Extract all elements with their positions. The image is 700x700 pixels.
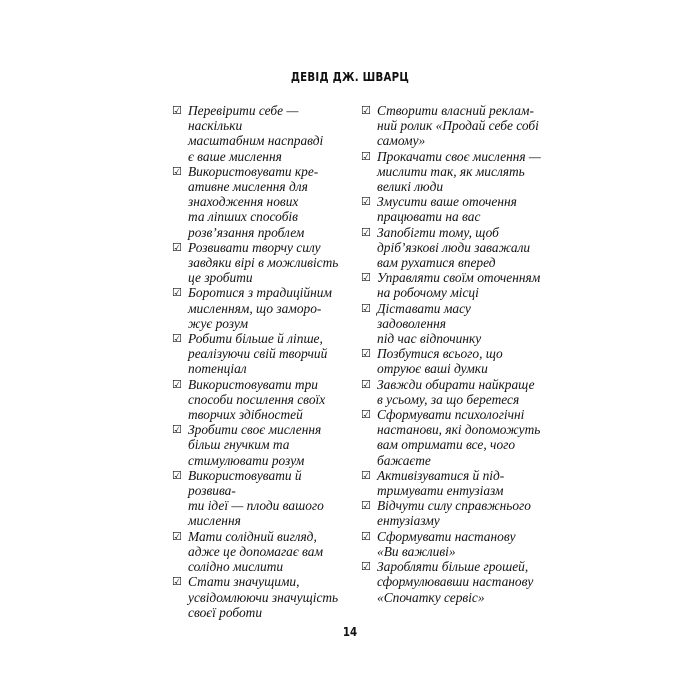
page-number: 14 <box>342 625 358 639</box>
checkbox-checked-icon: ☑ <box>172 240 182 254</box>
checklist-item <box>172 468 352 529</box>
checklist-item-text: Позбутися всього, що отруює ваші думки <box>377 346 503 377</box>
checklist-item <box>361 301 541 347</box>
checkbox-checked-icon: ☑ <box>361 271 371 285</box>
checklist-item-text: Розвивати творчу силу завдяки вірі в можливість це зробити <box>188 239 339 286</box>
checkbox-checked-icon: ☑ <box>361 225 371 239</box>
checkbox-checked-icon: ☑ <box>172 377 182 391</box>
checkbox-checked-icon: ☑ <box>172 332 182 346</box>
checkbox-checked-icon: ☑ <box>172 423 182 437</box>
checklist-item-text: Боротися з традиційним мисленням, що заморо- жує розум <box>188 285 332 331</box>
checkbox-checked-icon: ☑ <box>172 286 182 300</box>
checklist-item <box>172 377 352 423</box>
checklist-item-text: Сформувати настанову «Ви важливі» <box>377 528 516 559</box>
checklist-item <box>361 149 541 195</box>
checklist-item <box>361 225 541 271</box>
checklist-item <box>172 422 352 468</box>
checkbox-checked-icon: ☑ <box>172 468 182 482</box>
checklist-item-text: Використовувати кре- ативне мислення для знаходження нових та ліпших способів розв’язання проблем <box>188 163 319 240</box>
checkbox-checked-icon: ☑ <box>361 301 371 315</box>
checkbox-checked-icon: ☑ <box>361 347 371 361</box>
checklist-item <box>361 468 541 498</box>
checkbox-checked-icon: ☑ <box>172 104 182 117</box>
checklist-item <box>361 529 541 559</box>
running-header: ДЕВІД ДЖ. ШВАРЦ <box>290 70 410 84</box>
checkbox-checked-icon: ☑ <box>172 575 182 589</box>
checklist-item <box>172 331 352 377</box>
checklist-item-text: Робити більше й ліпше, реалізуючи свій творчий потенціал <box>188 331 328 377</box>
checklist-item <box>361 346 541 376</box>
checkbox-checked-icon: ☑ <box>172 164 182 178</box>
checkbox-checked-icon: ☑ <box>361 468 371 482</box>
checklist-item-text: Запобігти тому, щоб дріб’язкові люди заважали вам рухатися вперед <box>377 224 531 271</box>
checklist-item <box>361 498 541 528</box>
checklist-item-text: Використовувати три способи посилення своїх творчих здібностей <box>188 376 326 423</box>
checklist-item-text: Діставати масу задоволення під час відпочинку <box>377 300 482 347</box>
checkbox-checked-icon: ☑ <box>361 104 371 117</box>
checklist-item <box>172 285 352 331</box>
checkbox-checked-icon: ☑ <box>361 529 371 543</box>
checklist-item-text: Завжди обирати найкраще в усьому, за що беретеся <box>377 376 535 407</box>
checkbox-checked-icon: ☑ <box>361 377 371 391</box>
checklist-item <box>361 377 541 407</box>
checklist-item-text: Сформувати психологічні настанови, які допоможуть вам отримати все, чого бажаєте <box>377 407 541 468</box>
checklist-item-text: Використовувати й розвива- ти ідеї — плоди вашого мислення <box>188 467 324 529</box>
checklist-item-text: Створити власний реклам- ний ролик «Продай себе собі самому» <box>377 103 539 149</box>
checklist-item-text: Мати солідний вигляд, адже це допомагає вам солідно мислити <box>188 528 324 575</box>
checklist-right-column <box>361 103 541 605</box>
checklist-item-text: Стати значущими, усвідомлюючи значущість своєї роботи <box>188 574 339 620</box>
checklist-item <box>361 103 541 149</box>
checkbox-checked-icon: ☑ <box>361 149 371 163</box>
checklist-item <box>172 529 352 575</box>
checkbox-checked-icon: ☑ <box>361 408 371 422</box>
checklist-left-column <box>172 103 352 620</box>
checklist-item <box>172 103 352 164</box>
checklist-item <box>361 559 541 605</box>
checklist-item <box>361 194 541 224</box>
checklist-item <box>172 164 352 240</box>
checklist-item <box>361 270 541 300</box>
checklist-item-text: Управляти своїм оточенням на робочому місці <box>377 270 541 301</box>
checklist-item <box>172 240 352 286</box>
checklist-item-text: Змусити ваше оточення працювати на вас <box>377 194 517 225</box>
checklist-item-text: Заробляти більше грошей, сформулювавши настанову «Спочатку сервіс» <box>377 559 534 605</box>
checklist-item <box>361 407 541 468</box>
checkbox-checked-icon: ☑ <box>361 560 371 574</box>
checkbox-checked-icon: ☑ <box>172 529 182 543</box>
checklist-item <box>172 574 352 620</box>
checklist-item-text: Перевірити себе — наскільки масштабним насправді є ваше мислення <box>188 103 324 164</box>
checklist-item-text: Відчути силу справжнього ентузіазму <box>377 498 531 529</box>
checklist-item-text: Прокачати своє мислення — мислити так, як мислять великі люди <box>377 148 541 195</box>
checklist-item-text: Активізуватися й під- тримувати ентузіазм <box>377 467 505 499</box>
checkbox-checked-icon: ☑ <box>361 195 371 209</box>
checkbox-checked-icon: ☑ <box>361 499 371 513</box>
checklist-item-text: Зробити своє мислення більш гнучким та стимулювати розум <box>188 422 322 468</box>
